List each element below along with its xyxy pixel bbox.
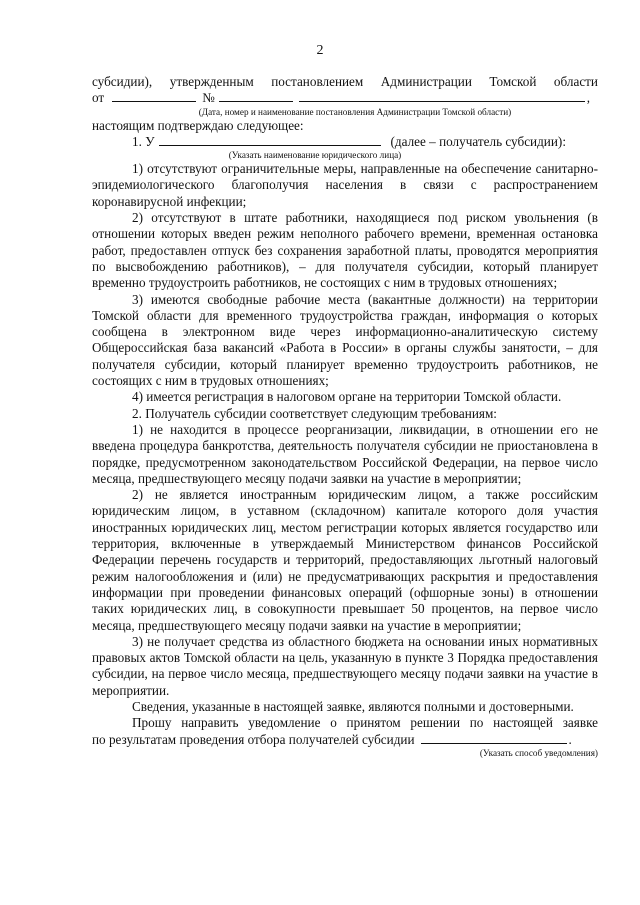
org-name-blank: [159, 134, 381, 146]
ot-label: от: [92, 90, 105, 106]
page-number: 2: [316, 43, 324, 58]
item-1-1: 1) отсутствуют ограничительные меры, направленные на обеспечение санитарно-эпидемиологического благополучия населения в связи с распространением коронавирусной инфекции;: [92, 161, 598, 209]
confirm-text: настоящим подтверждаю следующее:: [92, 117, 304, 133]
request-line-2: по результатам проведения отбора получателей субсидии .: [92, 731, 572, 747]
notify-method-blank: [421, 732, 567, 744]
decree-name-blank: [299, 90, 585, 102]
org-caption: (Указать наименование юридического лица): [228, 150, 402, 161]
item-1-line: [92, 134, 598, 150]
date-blank: [112, 90, 196, 102]
item-2-1: 1) не находится в процессе реорганизации, ликвидации, в отношении его не введена процедура банкротства, деятельность получателя субсидии не приостановлена в порядке, предусмотренном законодательством Российской Федерации, на первое число месяца, предшествующего месяцу подачи заявки на участие в мероприятии;: [92, 421, 598, 486]
item-1-4: 4) имеется регистрация в налоговом органе на территории Томской области.: [132, 389, 562, 405]
item-1-2: 2) отсутствуют в штате работники, находящиеся под риском увольнения (в отношении которых введен режим неполного рабочего времени, временная остановка работ, предоставлен отпуск без сохранения заработной платы, проводятся мероприятия по высвобождению работников), – для получателя субсидии, который планирует временно трудоустроить работников, не состоящих с ним в трудовых отношениях;: [92, 210, 598, 291]
decree-caption: (Дата, номер и наименование постановления Администрации Томской области): [198, 106, 512, 117]
notify-caption: (Указать способ уведомления): [479, 747, 598, 758]
document-body: [92, 74, 598, 759]
item-1-3: 3) имеются свободные рабочие места (вакантные должности) на территории Томской области для временного трудоустройства граждан, информация о которых сообщена в электронном виде через информационно-аналитическую систему Общероссийская база вакансий «Работа в России» в органы службы занятости, – для получателя субсидии, который планирует временно трудоустроить работников, не состоящих с ним в трудовых отношениях;: [92, 291, 598, 389]
item-1-prefix: 1. У: [132, 133, 155, 149]
number-blank: [219, 90, 293, 102]
item-2: 2. Получатель субсидии соответствует следующим требованиям:: [132, 405, 497, 421]
info-text: Сведения, указанные в настоящей заявке, являются полными и достоверными.: [132, 698, 574, 714]
request-line-1: Прошу направить уведомление о принятом решении по настоящей заявке: [132, 715, 598, 731]
decree-reference-line: от № ,: [92, 90, 591, 106]
item-2-3: 3) не получает средства из областного бюджета на основании иных нормативных правовых актов Томской области на цель, указанную в пункте 3 Порядка предоставления субсидии, на первое число месяца, предшествующего месяцу подачи заявки на участие в мероприятии.: [92, 633, 598, 698]
number-label: №: [202, 90, 215, 106]
intro-line: субсидии), утвержденным постановлением Администрации Томской области: [92, 74, 598, 89]
item-1-suffix: (далее – получатель субсидии):: [390, 133, 566, 149]
item-2-2: 2) не является иностранным юридическим лицом, а также российским юридическим лицом, в уставном (складочном) капитале которого доля участия иностранных юридических лиц, местом регистрации которых является государство или территория, включенные в утверждаемый Министерством финансов Российской Федерации перечень государств и территорий, предоставляющих льготный налоговый режим налогообложения и (или) не предусматривающих раскрытия и предоставления информации при проведении финансовых операций (офшорные зоны) в отношении таких юридических лиц, в совокупности превышает 50 процентов, на первое число месяца, предшествующего месяцу подачи заявки на участие в мероприятии;: [92, 487, 598, 633]
